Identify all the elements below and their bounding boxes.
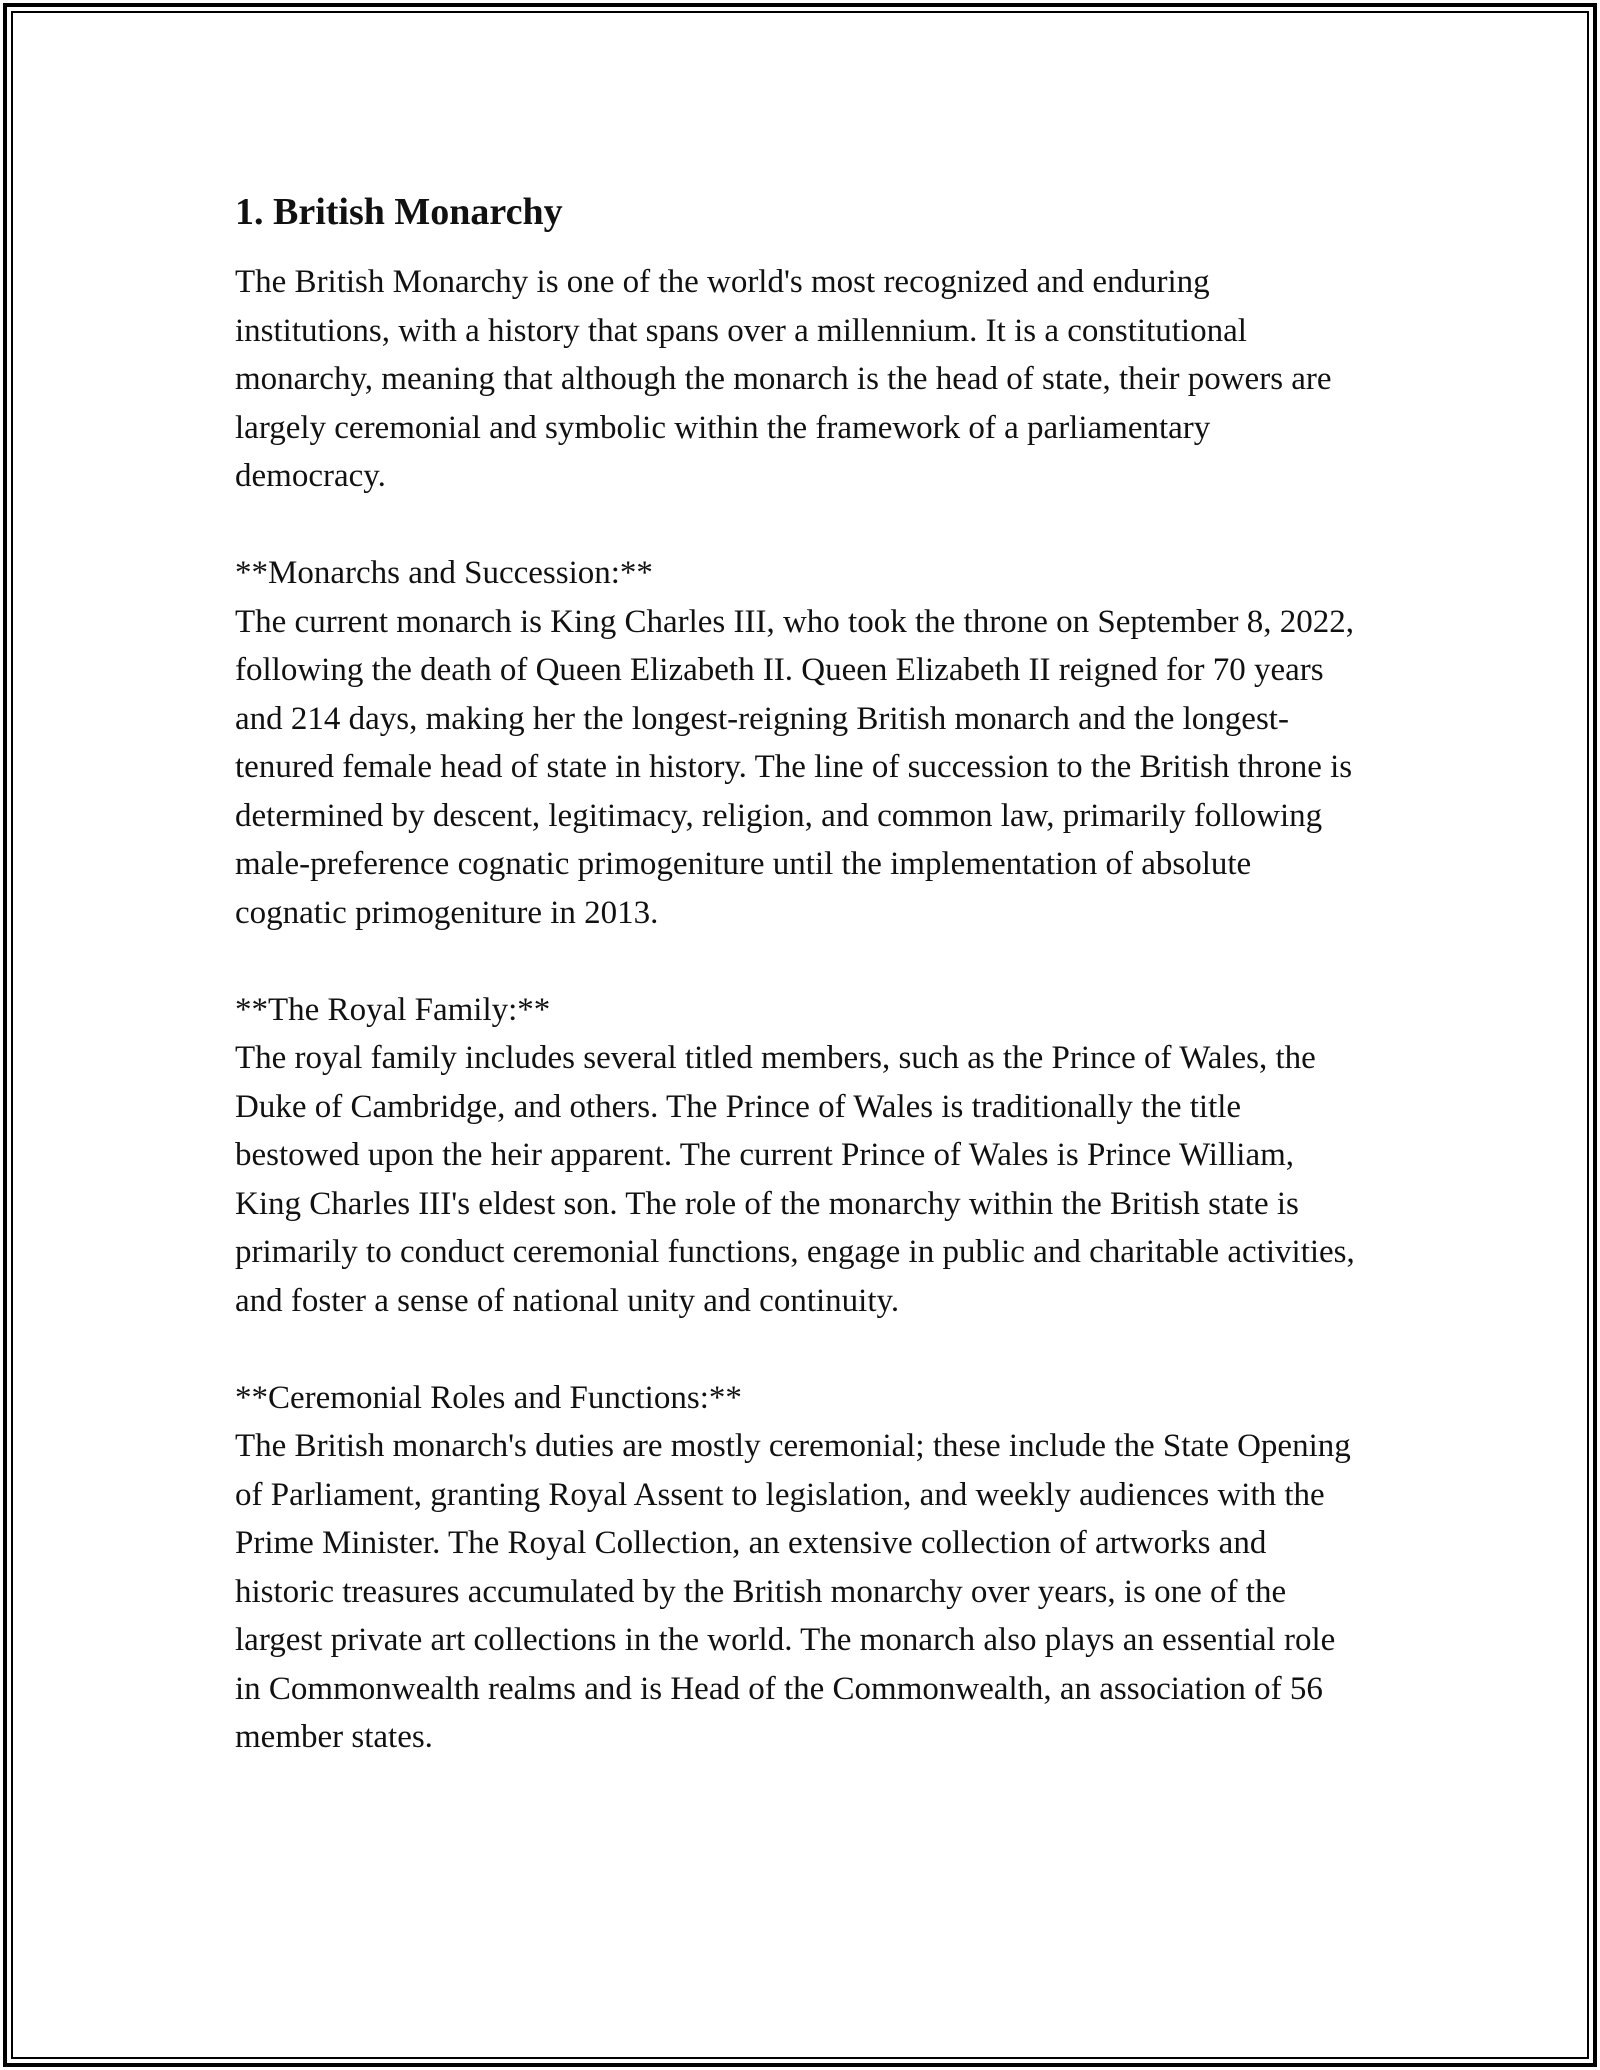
section-paragraph: The current monarch is King Charles III, who took the throne on September 8, 2022, following the death of Queen Elizabeth II. Queen Elizabeth II reigned for 70 years and 214 days, making her the longest-reigning British monarch and the longest-tenured female head of state in history. The line of succession to the British throne is determined by descent, legitimacy, religion, and common law, primarily following male-preference cognatic primogeniture until the implementation of absolute cognatic primogeniture in 2013.	[235, 603, 1354, 931]
document-body	[235, 180, 1365, 1762]
document-title: 1. British Monarchy	[235, 191, 563, 233]
intro-paragraph: The British Monarchy is one of the world's most recognized and enduring institutions, with a history that spans over a millennium. It is a constitutional monarchy, meaning that although the monarch is the head of state, their powers are largely ceremonial and symbolic within the framework of a parliamentary democracy.	[235, 264, 1332, 494]
section-heading: **Ceremonial Roles and Functions:**	[235, 1379, 742, 1416]
section-heading: **Monarchs and Succession:**	[235, 555, 653, 591]
section-paragraph: The British monarch's duties are mostly ceremonial; these include the State Opening of Parliament, granting Royal Assent to legislation, and weekly audiences with the Prime Minister. The Royal Collection, an extensive collection of artworks and historic treasures accumulated by the British monarchy over years, is one of the largest private art collections in the world. The monarch also plays an essential role in Commonwealth realms and is Head of the Commonwealth, an association of 56 member states.	[235, 1428, 1351, 1755]
section-royal-family	[235, 986, 1365, 1326]
section-ceremonial-roles	[235, 1374, 1365, 1762]
section-monarchs-succession	[235, 549, 1365, 937]
section-heading: **The Royal Family:**	[235, 991, 551, 1028]
section-paragraph: The royal family includes several titled members, such as the Prince of Wales, the Duke of Cambridge, and others. The Prince of Wales is traditionally the title bestowed upon the heir apparent. The current Prince of Wales is Prince William, King Charles III's eldest son. The role of the monarchy within the British state is primarily to conduct ceremonial functions, engage in public and charitable activities, and foster a sense of national unity and continuity.	[235, 1040, 1355, 1319]
